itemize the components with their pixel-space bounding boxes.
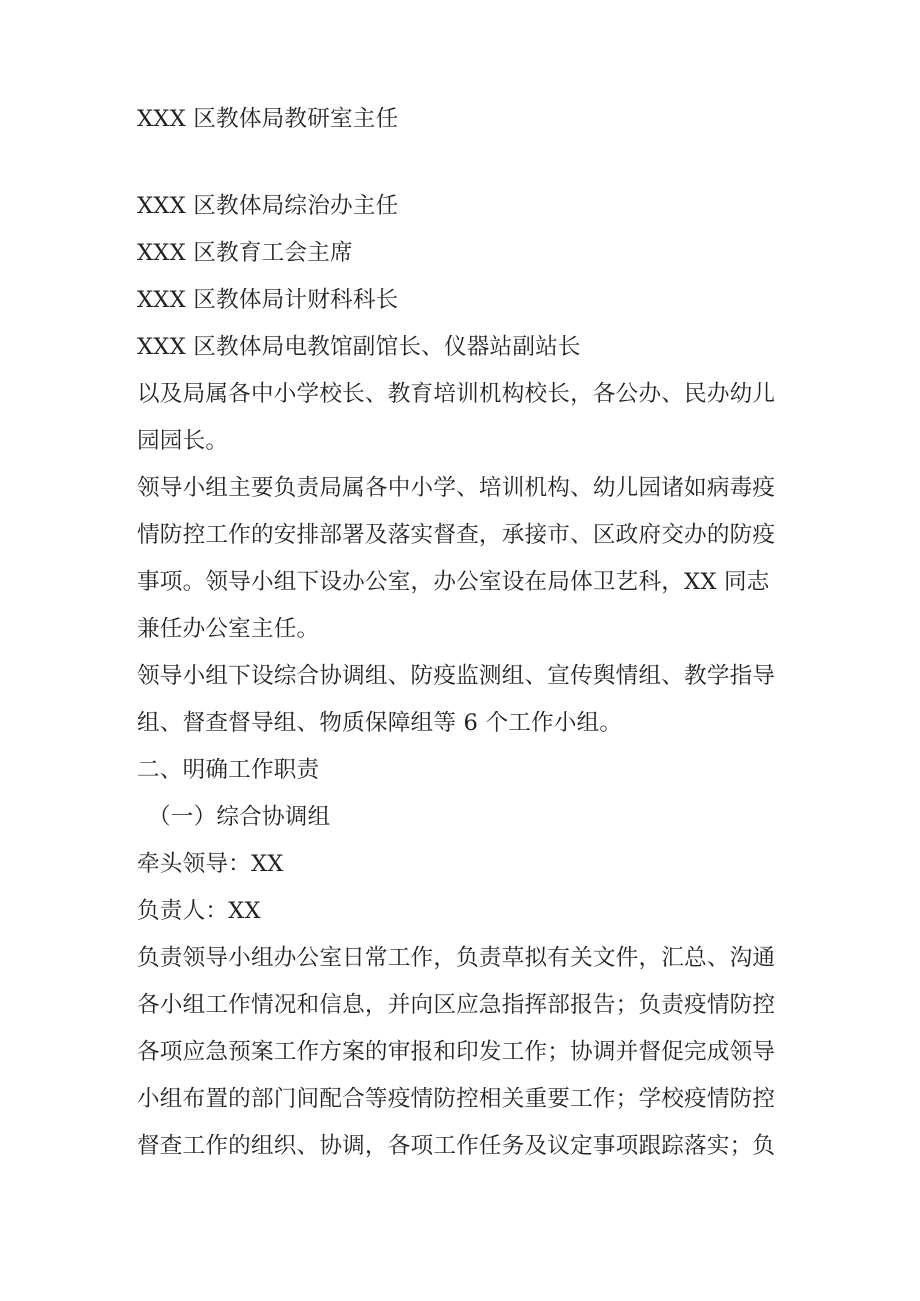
staff-line-education-center: XXX 区教体局电教馆副馆长、仪器站副站长 xyxy=(137,334,581,360)
spacer xyxy=(137,143,787,183)
staff-line-security-office: XXX 区教体局综治办主任 xyxy=(137,193,399,219)
document-body xyxy=(137,96,787,1170)
coordination-duties-line-4: 小组布置的部门间配合等疫情防控相关重要工作；学校疫情防控 xyxy=(137,1086,776,1112)
leadership-duties-line-3: 事项。领导小组下设办公室，办公室设在局体卫艺科，XX 同志 xyxy=(137,569,770,595)
staff-line-union-chair: XXX 区教育工会主席 xyxy=(137,240,353,266)
working-groups-line-1: 领导小组下设综合协调组、防疫监测组、宣传舆情组、教学指导 xyxy=(137,663,776,689)
working-groups-line-2: 组、督查督导组、物质保障组等 6 个工作小组。 xyxy=(137,710,623,736)
responsible-person-line: 负责人：XX xyxy=(137,898,261,924)
leadership-duties-line-4: 兼任办公室主任。 xyxy=(137,616,320,642)
coordination-duties-line-2: 各小组工作情况和信息，并向区应急指挥部报告；负责疫情防控 xyxy=(137,992,776,1018)
coordination-duties-line-1: 负责领导小组办公室日常工作，负责草拟有关文件，汇总、沟通 xyxy=(137,945,776,971)
staff-line-research-office: XXX 区教体局教研室主任 xyxy=(137,106,399,132)
section-heading: 二、明确工作职责 xyxy=(137,757,320,783)
staff-line-finance-section: XXX 区教体局计财科科长 xyxy=(137,287,399,313)
coordination-duties-line-3: 各项应急预案工作方案的审报和印发工作；协调并督促完成领导 xyxy=(137,1039,776,1065)
leadership-duties-line-2: 情防控工作的安排部署及落实督查，承接市、区政府交办的防疫 xyxy=(137,522,776,548)
leadership-duties-line-1: 领导小组主要负责局属各中小学、培训机构、幼儿园诸如病毒疫 xyxy=(137,475,776,501)
attendees-line-2: 园园长。 xyxy=(137,428,229,454)
attendees-line-1: 以及局属各中小学校长、教育培训机构校长，各公办、民办幼儿 xyxy=(137,381,776,407)
subsection-heading: （一）综合协调组 xyxy=(148,804,331,830)
coordination-duties-line-5: 督查工作的组织、协调，各项工作任务及议定事项跟踪落实；负 xyxy=(137,1133,776,1159)
lead-leader-line: 牵头领导：XX xyxy=(137,851,284,877)
